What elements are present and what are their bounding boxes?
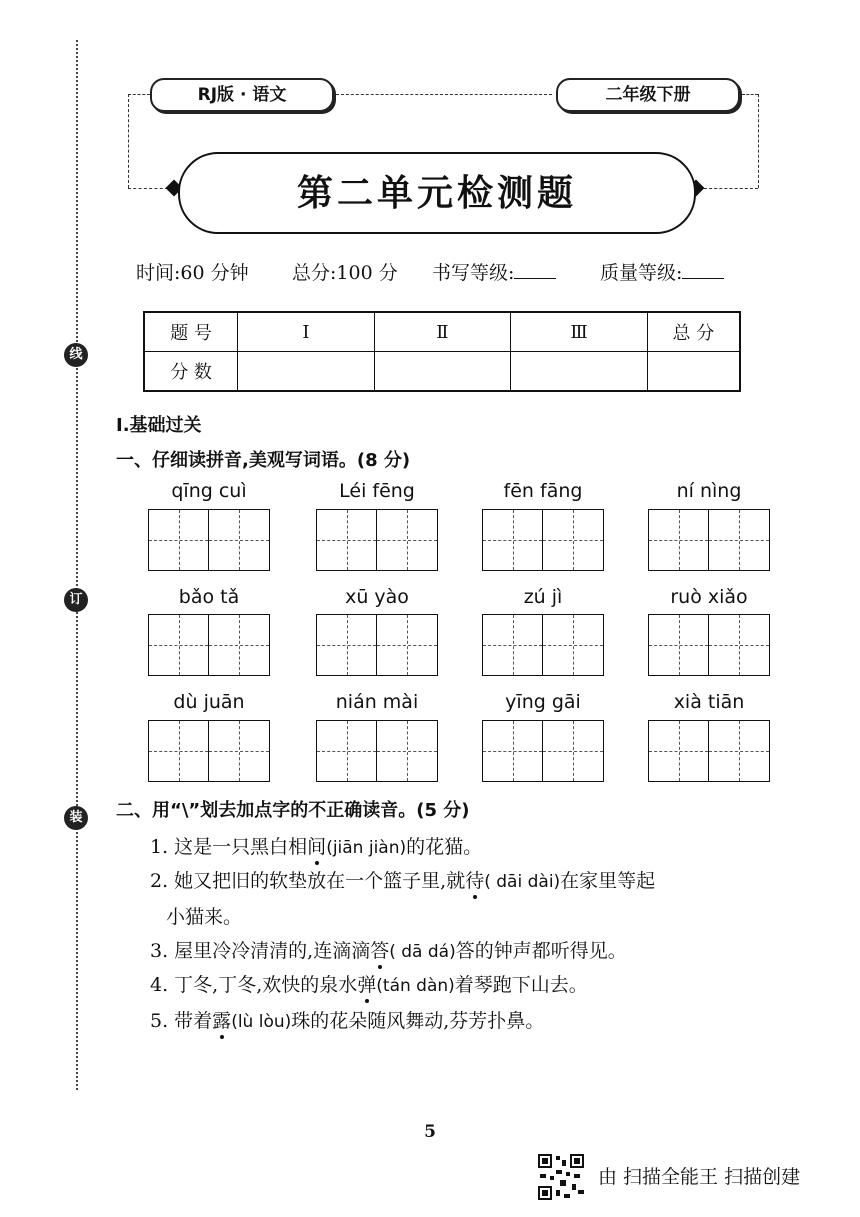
table-row bbox=[144, 312, 740, 352]
pinyin-label: ní nìng bbox=[676, 480, 742, 502]
table-header: 总 分 bbox=[647, 312, 740, 352]
edition-tag: RJ版 · 语文 bbox=[150, 78, 334, 112]
binding-seal: 装 bbox=[64, 806, 88, 830]
pinyin-label: dù juān bbox=[173, 691, 245, 713]
binding-seal: 订 bbox=[64, 588, 88, 612]
decor-line bbox=[128, 188, 168, 189]
dotted-char: 露 bbox=[212, 1010, 232, 1032]
pinyin-options[interactable]: (jiān jiàn) bbox=[326, 838, 407, 858]
pinyin-label: Léi fēng bbox=[339, 480, 415, 502]
table-row bbox=[144, 352, 740, 392]
decor-line bbox=[128, 94, 150, 95]
dotted-char: 间 bbox=[307, 836, 327, 858]
pinyin-label: zú jì bbox=[523, 586, 563, 608]
question-heading: 一、仔细读拼音,美观写词语。(8 分) bbox=[116, 450, 411, 471]
question-item: 3. 屋里冷冷清清的,连滴滴答( dā dá)答的钟声都听得见。 bbox=[150, 940, 627, 962]
quality-grade-blank[interactable] bbox=[682, 264, 724, 279]
question-heading: 二、用“\”划去加点字的不正确读音。(5 分) bbox=[116, 800, 470, 821]
writing-grid[interactable] bbox=[648, 614, 770, 676]
question-item-continued: 小猫来。 bbox=[166, 906, 243, 928]
writing-grid[interactable] bbox=[148, 720, 270, 782]
pinyin-label: xū yào bbox=[345, 586, 409, 608]
question-item: 1. 这是一只黑白相间(jiān jiàn)的花猫。 bbox=[150, 836, 483, 858]
quality-grade: 质量等级: bbox=[600, 258, 724, 285]
binding-line bbox=[76, 40, 78, 1090]
decor-line bbox=[128, 94, 129, 188]
question-item: 5. 带着露(lù lòu)珠的花朵随风舞动,芬芳扑鼻。 bbox=[150, 1010, 545, 1032]
qr-code-icon bbox=[536, 1152, 586, 1202]
pinyin-label: qīng cuì bbox=[171, 480, 247, 502]
writing-grid[interactable] bbox=[648, 509, 770, 571]
pinyin-options[interactable]: (tán dàn) bbox=[376, 976, 455, 996]
table-header: Ⅰ bbox=[238, 312, 375, 352]
pinyin-options[interactable]: (lù lòu) bbox=[231, 1012, 292, 1032]
writing-grade: 书写等级: bbox=[432, 258, 556, 285]
dotted-char: 待 bbox=[465, 870, 485, 892]
decor-line bbox=[758, 94, 759, 188]
decor-line bbox=[742, 94, 758, 95]
pinyin-label: nián mài bbox=[335, 691, 419, 713]
question-item: 2. 她又把旧的软垫放在一个篮子里,就待( dāi dài)在家里等起 bbox=[150, 870, 656, 892]
writing-grade-blank[interactable] bbox=[514, 264, 556, 279]
writing-grid[interactable] bbox=[648, 720, 770, 782]
score-cell[interactable] bbox=[374, 352, 511, 392]
question-item: 4. 丁冬,丁冬,欢快的泉水弹(tán dàn)着琴跑下山去。 bbox=[150, 974, 588, 996]
writing-grid[interactable] bbox=[148, 614, 270, 676]
writing-grid[interactable] bbox=[316, 509, 438, 571]
score-table bbox=[143, 311, 741, 392]
section-heading: Ⅰ.基础过关 bbox=[116, 415, 202, 436]
score-cell[interactable] bbox=[511, 352, 648, 392]
table-header: Ⅲ bbox=[511, 312, 648, 352]
decor-line bbox=[704, 188, 758, 189]
pinyin-options[interactable]: ( dāi dài) bbox=[484, 872, 561, 892]
table-header: Ⅱ bbox=[374, 312, 511, 352]
pinyin-label: bǎo tǎ bbox=[178, 586, 240, 608]
page-number: 5 bbox=[424, 1122, 436, 1142]
page-title: 第二单元检测题 bbox=[178, 152, 696, 234]
total-info: 总分:100 分 bbox=[292, 262, 398, 284]
writing-grid[interactable] bbox=[482, 614, 604, 676]
dotted-char: 答 bbox=[370, 940, 390, 962]
pinyin-label: fēn fāng bbox=[503, 480, 583, 502]
writing-grid[interactable] bbox=[482, 720, 604, 782]
table-header: 题 号 bbox=[144, 312, 238, 352]
writing-grid[interactable] bbox=[316, 720, 438, 782]
grade-tag: 二年级下册 bbox=[556, 78, 740, 112]
writing-grid[interactable] bbox=[148, 509, 270, 571]
binding-seal: 线 bbox=[64, 343, 88, 367]
scanner-watermark: 由 扫描全能王 扫描创建 bbox=[598, 1166, 801, 1188]
pinyin-options[interactable]: ( dā dá) bbox=[389, 942, 456, 962]
decor-line bbox=[336, 94, 552, 95]
writing-grid[interactable] bbox=[316, 614, 438, 676]
writing-grid[interactable] bbox=[482, 509, 604, 571]
pinyin-label: ruò xiǎo bbox=[670, 586, 748, 608]
pinyin-label: yīng gāi bbox=[505, 691, 581, 713]
row-label: 分 数 bbox=[144, 352, 238, 392]
time-info: 时间:60 分钟 bbox=[136, 262, 249, 284]
score-cell[interactable] bbox=[647, 352, 740, 392]
score-cell[interactable] bbox=[238, 352, 375, 392]
pinyin-label: xià tiān bbox=[673, 691, 745, 713]
dotted-char: 弹 bbox=[357, 974, 377, 996]
